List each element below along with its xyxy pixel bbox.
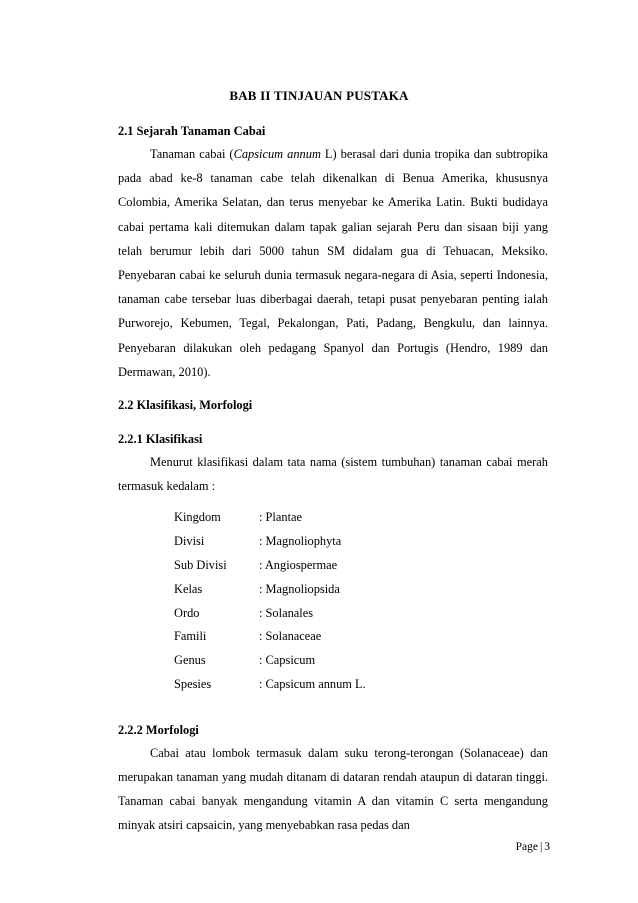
taxonomy-value: : Magnoliopsida [259, 581, 340, 596]
section-2-1-heading: 2.1 Sejarah Tanaman Cabai [118, 124, 266, 138]
scientific-name: Capsicum annum [233, 147, 321, 161]
taxonomy-value: : Solanales [259, 605, 314, 620]
section-2-2-1-heading: 2.2.1 Klasifikasi [118, 432, 203, 447]
page-label: Page [515, 841, 538, 853]
para-text-post: L) berasal dari dunia tropika dan subtropika pada abad ke-8 tanaman cabe telah dikenalkan di Benua Amerika, khususnya Colombia, Amerika Selatan, dan terus menyebar ke Amerika Latin. Bukti budidaya cabai pertama kali ditemukan dalam tapak galian sejarah Peru dan sisaan biji yang telah berumur lebih dari 5000 tahun SM didalam gua di Tehuacan, Meksiko. Penyebaran cabai ke seluruh dunia termasuk negara-negara di Asia, seperti Indonesia, tanaman cabe tersebar luas diberbagai daerah, tetapi pusat penyebaran penting ialah Purworejo, Kebumen, Tegal, Pekalongan, Pati, Padang, Bengkulu, dan lainnya. Penyebaran dilakukan oleh pedagang Spanyol dan Portugis (Hendro, 1989 dan Dermawan, 2010). [118, 147, 548, 379]
taxonomy-row [174, 554, 548, 578]
section-2-2-2-heading: 2.2.2 Morfologi [118, 722, 199, 737]
taxonomy-value: : Capsicum annum L. [259, 677, 366, 692]
taxonomy-row [174, 673, 548, 697]
section-2-2-2-paragraph: Cabai atau lombok termasuk dalam suku terong-terongan (Solanaceae) dan merupakan tanaman yang mudah ditanam di dataran rendah ataupun di dataran tinggi. Tanaman cabai banyak mengandung vitamin A dan vitamin C serta mengandung minyak atsiri capsaicin, yang menyebabkan rasa pedas dan [118, 745, 548, 833]
taxonomy-rank: Kelas [174, 581, 203, 596]
taxonomy-row [174, 530, 548, 554]
section-2-2-heading: 2.2 Klasifikasi, Morfologi [118, 398, 253, 413]
taxonomy-row [174, 649, 548, 673]
section-2-2-1-paragraph: Menurut klasifikasi dalam tata nama (sistem tumbuhan) tanaman cabai merah termasuk kedalam : [118, 455, 548, 494]
taxonomy-rank: Sub Divisi [174, 558, 227, 573]
page-number: 3 [544, 841, 550, 853]
taxonomy-row [174, 506, 548, 530]
taxonomy-rank: Spesies [174, 677, 212, 692]
section-2-1-paragraph [118, 142, 548, 384]
taxonomy-rank: Genus [174, 653, 206, 668]
page-content [118, 120, 548, 838]
taxonomy-value: : Plantae [259, 510, 303, 525]
taxonomy-rank: Divisi [174, 534, 205, 549]
taxonomy-value: : Capsicum [259, 653, 316, 668]
chapter-title: BAB II TINJAUAN PUSTAKA [229, 88, 409, 103]
taxonomy-row [174, 578, 548, 602]
taxonomy-rank: Kingdom [174, 510, 221, 525]
taxonomy-value: : Angiospermae [259, 558, 338, 573]
taxonomy-rank: Famili [174, 629, 207, 644]
taxonomy-value: : Magnoliophyta [259, 534, 342, 549]
taxonomy-rank: Ordo [174, 605, 200, 620]
taxonomy-row [174, 602, 548, 626]
taxonomy-value: : Solanaceae [259, 629, 322, 644]
taxonomy-list [174, 506, 548, 696]
para-text-pre: Tanaman cabai ( [150, 147, 234, 161]
page-separator: | [539, 841, 543, 853]
taxonomy-row [174, 625, 548, 649]
page-number-footer [516, 841, 550, 853]
